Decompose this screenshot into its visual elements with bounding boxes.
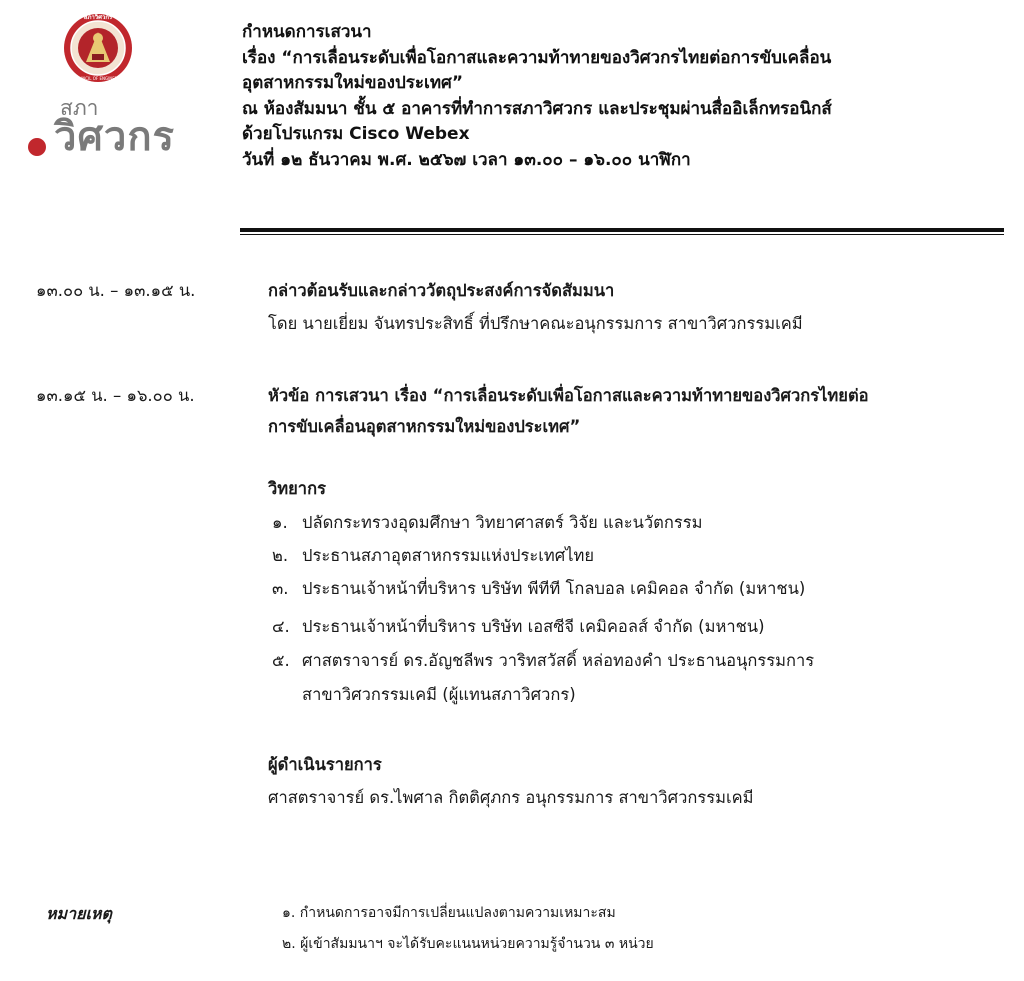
speaker-num: ๒. <box>272 546 289 565</box>
logo-word-small: สภา <box>60 96 99 120</box>
header-venue-line1: ณ ห้องสัมมนา ชั้น ๕ อาคารที่ทำการสภาวิศวกร และประชุมผ่านสื่ออิเล็กทรอนิกส์ <box>242 98 832 119</box>
agenda-title-2-line2: การขับเคลื่อนอุตสาหกรรมใหม่ของประเทศ” <box>268 417 581 436</box>
header-divider-thin <box>240 234 1004 235</box>
speaker-text: ศาสตราจารย์ ดร.อัญชลีพร วาริทสวัสดิ์ หล่อทองคำ ประธานอนุกรรมการ <box>302 651 815 670</box>
speaker-text: ประธานเจ้าหน้าที่บริหาร บริษัท พีทีที โกลบอล เคมิคอล จำกัด (มหาชน) <box>302 579 806 598</box>
speaker-text: ปลัดกระทรวงอุดมศึกษา วิทยาศาสตร์ วิจัย และนวัตกรรม <box>302 513 703 532</box>
document-header <box>242 20 1012 173</box>
speaker-item-3 <box>272 576 805 602</box>
moderator-text: ศาสตราจารย์ ดร.ไพศาล กิตติศุภกร อนุกรรมการ สาขาวิศวกรรมเคมี <box>268 788 754 807</box>
speaker-text: ประธานสภาอุตสาหกรรมแห่งประเทศไทย <box>302 546 595 565</box>
speaker-num: ๕. <box>272 651 290 670</box>
agenda-detail-1: โดย นายเยี่ยม จันทรประสิทธิ์ ที่ปรึกษาคณะอนุกรรมการ สาขาวิศวกรรมเคมี <box>268 314 803 333</box>
header-topic-line2: อุตสาหกรรมใหม่ของประเทศ” <box>242 73 464 93</box>
moderator-heading: ผู้ดำเนินรายการ <box>268 755 382 774</box>
agenda-title-2-line1: หัวข้อ การเสวนา เรื่อง “การเลื่อนระดับเพื่อโอกาสและความท้าทายของวิศวกรไทยต่อ <box>268 386 869 405</box>
notes-heading: หมายเหตุ <box>46 904 112 923</box>
header-title: กำหนดการเสวนา <box>242 22 372 42</box>
speaker-item-4 <box>272 614 765 640</box>
logo-word-large: วิศวกร <box>54 114 176 160</box>
header-topic-line1: เรื่อง “การเลื่อนระดับเพื่อโอกาสและความท้าทายของวิศวกรไทยต่อการขับเคลื่อน <box>242 47 832 68</box>
logo-dot-icon <box>28 138 46 156</box>
speaker-num: ๓. <box>272 579 289 598</box>
council-logo <box>20 8 210 168</box>
header-venue-line2: ด้วยโปรแกรม Cisco Webex <box>242 124 470 144</box>
note-item-1: ๑. กำหนดการอาจมีการเปลี่ยนแปลงตามความเหมาะสม <box>282 905 616 921</box>
speaker-num: ๔. <box>272 617 290 636</box>
seal-text-top: สภาวิศวกร <box>83 14 113 21</box>
header-date: วันที่ ๑๒ ธันวาคม พ.ศ. ๒๕๖๗ เวลา ๑๓.๐๐ – ๑๖.๐๐ นาฬิกา <box>242 149 691 170</box>
speakers-heading: วิทยากร <box>268 479 326 498</box>
speaker-item-5-continued: สาขาวิศวกรรมเคมี (ผู้แทนสภาวิศวกร) <box>302 685 576 704</box>
speaker-text: ประธานเจ้าหน้าที่บริหาร บริษัท เอสซีจี เคมิคอลส์ จำกัด (มหาชน) <box>302 617 765 636</box>
speaker-num: ๑. <box>272 513 288 532</box>
speaker-item-5 <box>272 648 814 674</box>
note-item-2: ๒. ผู้เข้าสัมมนาฯ จะได้รับคะแนนหน่วยความรู้จำนวน ๓ หน่วย <box>282 936 654 952</box>
seal-text-bottom: COUNCIL OF ENGINEERS <box>73 76 123 81</box>
agenda-time-1: ๑๓.๐๐ น. – ๑๓.๑๕ น. <box>36 281 196 300</box>
speaker-item-2 <box>272 543 594 569</box>
header-divider <box>240 228 1004 232</box>
agenda-title-1: กล่าวต้อนรับและกล่าววัตถุประสงค์การจัดสัมมนา <box>268 281 615 300</box>
speaker-item-1 <box>272 510 702 536</box>
agenda-time-2: ๑๓.๑๕ น. – ๑๖.๐๐ น. <box>36 386 195 405</box>
